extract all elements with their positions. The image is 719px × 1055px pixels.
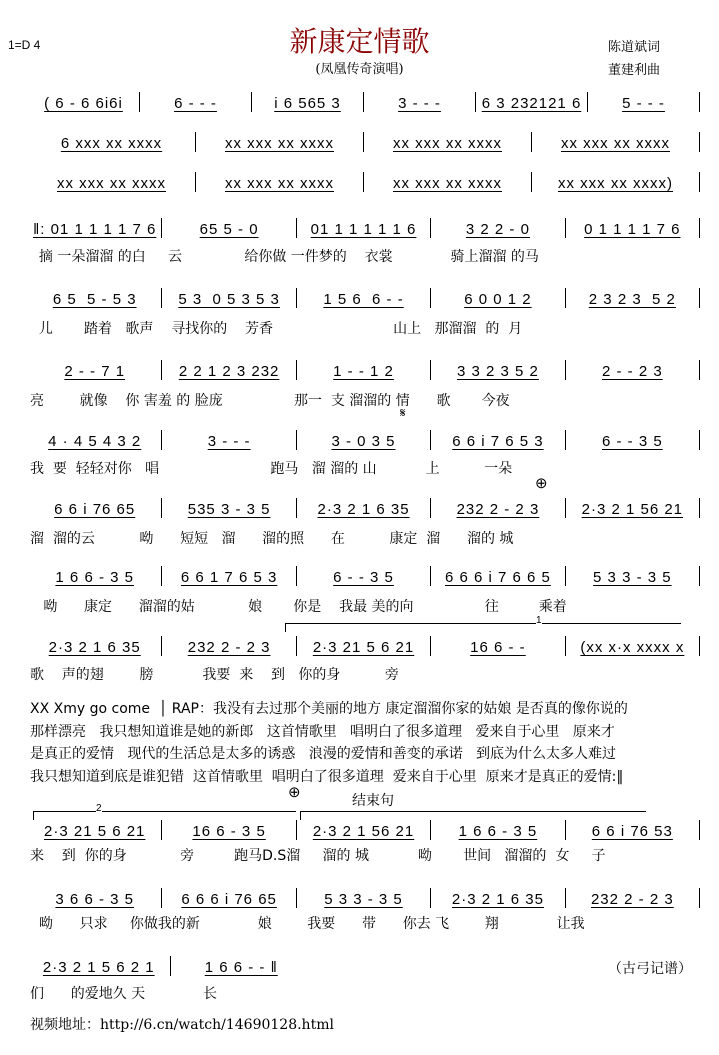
measure: 6 5 5 - 5 3 (52, 291, 137, 308)
measure: 6 - - - (174, 95, 217, 112)
barline (699, 636, 700, 656)
barline (587, 92, 588, 112)
barline (699, 430, 700, 450)
notation-line (30, 430, 702, 450)
barline (565, 820, 566, 840)
measure: 2·3 2 1 6 35 (48, 639, 141, 656)
measure: 6 6 6 i 7 6 6 5 (444, 569, 551, 586)
measure: xx xxx xx xxxx (56, 175, 166, 192)
barline (699, 566, 700, 586)
barline (296, 566, 297, 586)
measure: ( 6 - 6 6i6i (44, 95, 123, 112)
measure: 6 6 1 7 6 5 3 (180, 569, 278, 586)
measure: xx xxx xx xxxx (392, 135, 502, 152)
measure: 6 xxx xx xxxx (60, 135, 163, 152)
measure: 2·3 2 1 5 6 2 1 (42, 959, 155, 976)
barline (161, 820, 162, 840)
measure: 6 6 6 i 76 65 (181, 891, 277, 908)
measure: xx xxx xx xxxx (392, 175, 502, 192)
notation-line (30, 956, 310, 976)
barline (430, 566, 431, 586)
measure: 5 3 0 5 3 5 3 (178, 291, 280, 308)
volta-bracket-1 (285, 615, 681, 632)
measure: 1 - - 1 2 (333, 363, 394, 380)
measure: xx xxx xx xxxx (224, 135, 334, 152)
barline (296, 430, 297, 450)
measure: xx xxx xx xxxx (224, 175, 334, 192)
barline (161, 288, 162, 308)
measure: 1 6 6 - 3 5 (458, 823, 538, 840)
measure: 6 0 0 1 2 (464, 291, 532, 308)
measure: 3 - - - (207, 433, 251, 450)
measure: 232 2 - 2 3 (187, 639, 271, 656)
rap-intro: XX Xmy go come │ RAP：我没有去过那个美丽的地方 康定溜溜你家的姑娘 是否真的像你说的 (30, 701, 628, 717)
barline (565, 888, 566, 908)
measure: 6 3 232121 6 (481, 95, 582, 112)
coda-mark-ending: ⊕ (288, 784, 301, 801)
barline (565, 430, 566, 450)
barline (430, 888, 431, 908)
lyric-line: 亮 就像 你 害羞 的 脸庞 那一 支 溜溜的 情 歌 今夜 (30, 393, 510, 409)
notation-line (30, 498, 702, 518)
notation-line (30, 888, 702, 908)
notation-line (30, 636, 702, 656)
video-link[interactable]: 视频地址：http://6.cn/watch/14690128.html (30, 1017, 334, 1033)
measure: 01 1 1 1 1 1 6 (310, 221, 417, 238)
measure: 2·3 2 1 6 35 (451, 891, 544, 908)
notation-line (30, 820, 702, 840)
lyric-line: 我 要 轻轻对你 唱 跑马 溜 溜的 山 上 一朵 (30, 461, 513, 477)
barline (296, 288, 297, 308)
measure: 6 - - 3 5 (333, 569, 394, 586)
barline (430, 498, 431, 518)
barline (430, 360, 431, 380)
notation-line (30, 566, 702, 586)
measure: 2·3 21 5 6 21 (44, 823, 146, 840)
notation-line (30, 132, 702, 152)
barline (699, 288, 700, 308)
barline (565, 636, 566, 656)
barline (296, 820, 297, 840)
measure: 1 6 6 - - ‖ (204, 959, 278, 976)
barline (430, 218, 431, 238)
measure: 2 2 1 2 3 232 (178, 363, 280, 380)
measure: 4 · 4 5 4 3 2 (48, 433, 142, 450)
measure: xx xxx xx xxxx (560, 135, 670, 152)
composer: 董建利曲 (608, 63, 661, 78)
barline (161, 498, 162, 518)
volta-bracket-2 (33, 803, 296, 820)
barline (565, 360, 566, 380)
barline (430, 288, 431, 308)
lyric-line: 歌 声的翅 膀 我要 来 到 你的身 旁 (30, 667, 399, 683)
barline (699, 92, 700, 112)
measure: 0 1 1 1 1 7 6 (584, 221, 681, 238)
measure: 1 5 6 6 - - (323, 291, 404, 308)
barline (296, 360, 297, 380)
measure: 2·3 21 5 6 21 (312, 639, 415, 656)
barline (565, 566, 566, 586)
barline (699, 218, 700, 238)
measure: 16 6 - 3 5 (192, 823, 266, 840)
barline (251, 92, 252, 112)
measure: 535 3 - 3 5 (187, 501, 271, 518)
measure: 2 - - 2 3 (601, 363, 663, 380)
rap-line: 是真正的爱情 现代的生活总是太多的诱惑 浪漫的爱情和善变的承诺 到底为什么太多人难过 (30, 746, 617, 762)
measure: 2 - - 7 1 (64, 363, 126, 380)
measure: 3 2 2 - 0 (465, 221, 530, 238)
barline (475, 92, 476, 112)
lyric-line: 摘 一朵溜溜 的白 云 给你做 一件梦的 衣裳 骑上溜溜 的马 (30, 249, 539, 265)
volta-2-label: 2 (96, 803, 102, 814)
performer-note: (凤凰传奇演唱) (315, 62, 404, 77)
lyric-line: 呦 只求 你做我的新 娘 我要 带 你去 飞 翔 让我 (30, 916, 585, 932)
barline (363, 132, 364, 152)
segno-mark: 𝄋 (400, 405, 406, 420)
barline (161, 430, 162, 450)
ending-bracket (300, 811, 646, 820)
barline (699, 360, 700, 380)
measure: 3 - - - (398, 95, 441, 112)
measure: 2·3 2 1 56 21 (581, 501, 684, 518)
barline (363, 172, 364, 192)
barline (170, 956, 171, 976)
measure: (xx x·x xxxx x (580, 639, 685, 656)
barline (699, 888, 700, 908)
barline (699, 132, 700, 152)
lyric-line: 溜 溜的云 呦 短短 溜 溜的照 在 康定 溜 溜的 城 (30, 531, 514, 547)
barline (296, 888, 297, 908)
measure: 6 6 i 76 53 (591, 823, 673, 840)
volta-1-label: 1 (536, 615, 542, 626)
measure: 3 6 6 - 3 5 (55, 891, 134, 908)
notation-line (30, 172, 702, 192)
barline (363, 92, 364, 112)
lyric-line: 来 到 你的身 旁 跑马D.S溜 溜的 城 呦 世间 溜溜的 女 子 (30, 848, 606, 864)
lyric-line: 儿 踏着 歌声 寻找你的 芳香 山上 那溜溜 的 月 (30, 321, 523, 337)
key-signature: 1=D 4 (8, 38, 41, 52)
measure: 3 - 0 3 5 (331, 433, 396, 450)
rap-line: 我只想知道到底是谁犯错 这首情歌里 唱明白了很多道理 爱来自于心里 原来才是真正的爱情:‖ (30, 769, 624, 785)
rap-line: 那样漂亮 我只想知道谁是她的新郎 这首情歌里 唱明白了很多道理 爱来自于心里 原来才 (30, 724, 615, 740)
barline (161, 888, 162, 908)
measure: 5 - - - (622, 95, 665, 112)
barline (430, 820, 431, 840)
barline (565, 218, 566, 238)
measure: 6 - - 3 5 (601, 433, 663, 450)
barline (195, 132, 196, 152)
barline (699, 820, 700, 840)
lyricist: 陈道斌词 (608, 40, 661, 55)
barline (296, 636, 297, 656)
song-title: 新康定情歌 (289, 25, 430, 58)
transcriber-credit: （古弓记谱） (608, 961, 692, 977)
measure: 3 3 2 3 5 2 (456, 363, 539, 380)
barline (296, 498, 297, 518)
measure: 65 5 - 0 (199, 221, 259, 238)
notation-line (30, 288, 702, 308)
measure: 2·3 2 1 6 35 (317, 501, 410, 518)
measure: 2 3 2 3 5 2 (588, 291, 676, 308)
measure: 16 6 - - (470, 639, 526, 656)
notation-line (30, 92, 702, 112)
ending-label: 结束句 (352, 793, 394, 809)
barline (699, 498, 700, 518)
barline (531, 172, 532, 192)
measure: ‖: 01 1 1 1 1 7 6 (33, 221, 157, 238)
barline (565, 498, 566, 518)
measure: 6 6 i 7 6 5 3 (452, 433, 544, 450)
barline (161, 360, 162, 380)
barline (430, 636, 431, 656)
measure: 1 6 6 - 3 5 (55, 569, 134, 586)
barline (430, 430, 431, 450)
measure: 6 6 i 76 65 (54, 501, 136, 518)
barline (531, 132, 532, 152)
barline (161, 218, 162, 238)
notation-line (30, 360, 702, 380)
lyric-line: 呦 康定 溜溜的姑 娘 你是 我最 美的向 往 乘着 (30, 599, 567, 615)
coda-mark: ⊕ (535, 475, 548, 492)
measure: i 6 565 3 (274, 95, 341, 112)
barline (296, 218, 297, 238)
measure: 5 3 3 - 3 5 (593, 569, 672, 586)
notation-line (30, 218, 702, 238)
lyric-line: 们 的爱地久 天 长 (30, 986, 218, 1002)
measure: 5 3 3 - 3 5 (324, 891, 403, 908)
measure: 232 2 - 2 3 (590, 891, 674, 908)
measure: 2·3 2 1 56 21 (312, 823, 415, 840)
barline (139, 92, 140, 112)
measure: xx xxx xx xxxx) (558, 175, 673, 192)
barline (565, 288, 566, 308)
barline (699, 172, 700, 192)
measure: 232 2 - 2 3 (456, 501, 540, 518)
barline (161, 636, 162, 656)
barline (161, 566, 162, 586)
barline (195, 172, 196, 192)
